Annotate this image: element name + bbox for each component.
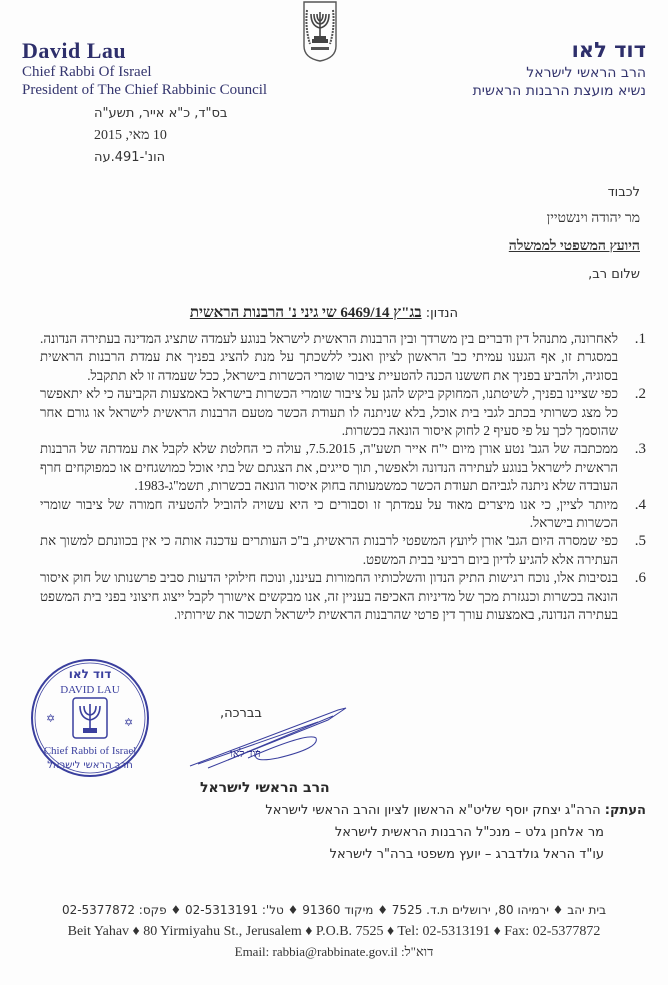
item-number: 3.: [634, 441, 646, 458]
item-text: ממכתבה של הגב' נטע אורן מיום י"ח אייר תשע"ה, 7.5.2015, עולה כי החלטת שלא לקבל את עמדתה של הרבנות הראשית לישראל בנוגע לעתירה הנדונה ולאפשר, תוך סייגים, את הצגתם של בתי אוכל כמושגחים או כמפוקחים חרף העובדה שלא ניתנה לגביהם תעודת הכשר כמשמעותה בחוק איסור הונאה בכשרות, תשמ"ג-1983.: [40, 441, 618, 494]
list-item: [40, 385, 646, 440]
cc-label: העתק:: [604, 803, 646, 818]
signature-scribble-icon: [188, 700, 358, 770]
svg-text:DAVID LAU: DAVID LAU: [60, 684, 120, 696]
svg-text:Chief Rabbi of Israel: Chief Rabbi of Israel: [43, 745, 137, 757]
closing-blessing: בברכה,: [220, 706, 262, 721]
item-text: כפי שמסרה היום הגב' אורן ליועץ המשפטי לרבנות הראשית, ב"כ העותרים עדכנה אותה כי אין בכוונתם למשוך את העתירה אלא להגיע לדיון ביום רביעי בבית המשפט.: [40, 533, 618, 567]
cc-recipient: עו"ד הראל גולדברג – יועץ משפטי ברה"ר לישראל: [329, 847, 604, 862]
list-item: [40, 440, 646, 495]
list-item: [40, 330, 646, 385]
letterhead-hebrew-council: נשיא מועצת הרבנות הראשית: [472, 83, 646, 99]
item-number: 2.: [634, 386, 646, 403]
salutation-prefix: לכבוד: [607, 185, 640, 200]
footer-email: Email: rabbia@rabbinate.gov.il :דוא"ל: [234, 944, 434, 959]
signature-name: דוד לאו: [230, 748, 261, 760]
signer-title: הרב הראשי לישראל: [200, 780, 330, 796]
item-text: לאחרונה, מתנהל דין ודברים בין משרדך ובין הרבנות הראשית לישראל בנוגע לעמדה שתציג המדינה בעתירה הנדונה. במסגרת זו, אף הגענו עמיתי כב' הראשון לציון ואנכי ללשכתך על מנת להציג בפניך את עמדת הרבנות הראשית בסוגיה, ולהביע בפניך את חששנו הכנה להטעיית ציבור שומרי הכשרות בישראל, ככל שעמדה זו לא תתקבל.: [40, 331, 618, 383]
cc-recipient: מר אלחנן גלט – מנכ"ל הרבנות הראשית לישראל: [334, 825, 604, 840]
footer-hebrew-address: בית יהב ♦ ירמיהו 80, ירושלים ת.ד. 7525 ♦ מיקוד 91360 ♦ טל': 02-5313191 ♦ פקס: 02-5377872: [61, 903, 607, 917]
item-number: 5.: [634, 533, 646, 550]
svg-text:✡: ✡: [46, 713, 56, 725]
gregorian-date: 10 מאי, 2015: [94, 128, 167, 143]
item-text: מיותר לציין, כי אנו מיצרים מאוד על עמדתך זו וסבורים כי היא עשויה להוביל להטעיה חמורה של ציבור שומרי הכשרות בישראל.: [40, 496, 618, 531]
svg-text:✡: ✡: [124, 717, 134, 729]
subject-text: בג"ץ 6469/14 שי גיני נ' הרבנות הראשית: [189, 305, 422, 321]
letterhead-hebrew-name: דוד לאו: [571, 38, 646, 62]
item-number: 1.: [634, 331, 646, 347]
svg-text:דוד לאו: דוד לאו: [68, 667, 112, 681]
item-number: 6.: [634, 570, 646, 587]
footer-english-address: Beit Yahav ♦ 80 Yirmiyahu St., Jerusalem ♦ P.O.B. 7525 ♦ Tel: 02-5313191 ♦ Fax: 02-5377872: [67, 924, 601, 939]
greeting: שלום רב,: [588, 267, 640, 282]
item-text: בנסיבות אלו, נוכח רגישות התיק הנדון והשלכותיו החמורות בעיננו, ונוכח חילוקי הדעות סביב פרשנותו של חוק איסור הונאה בכשרות וכנגזרת מכך של מדיניות האכיפה בעניין זה, אנו מבקשים אישורך לקבל ייצוג חיצוני בפני בית המשפט בעתירה הנדונה, באמצעות עורך דין פרטי שהרבנות הראשית לישראל תשכור את שירותיו.: [40, 570, 618, 623]
official-stamp-icon: [28, 656, 152, 780]
cc-recipient: הרה"ג יצחק יוסף שליט"א הראשון לציון והרב הראשי לישראל: [265, 803, 601, 818]
reference-number: הונ'-491.עה: [94, 150, 166, 165]
list-item: [40, 532, 646, 569]
state-emblem-icon: [302, 0, 338, 62]
letterhead-english-name: David Lau: [22, 38, 127, 63]
recipient-title: היועץ המשפטי לממשלה: [508, 239, 640, 254]
svg-text:חרב הראשי לישראל: חרב הראשי לישראל: [47, 760, 133, 771]
letterhead-hebrew-title: הרב הראשי לישראל: [526, 65, 646, 81]
letterhead-english-council: President of The Chief Rabbinic Council: [22, 82, 268, 98]
hebrew-date: בס"ד, כ"א אייר, תשע"ה: [94, 106, 228, 121]
subject-label: הנדון:: [425, 306, 458, 321]
cc-block: [265, 800, 646, 866]
list-item: [40, 569, 646, 624]
recipient-name: מר יהודה וינשטיין: [546, 211, 640, 226]
letterhead-english-title: Chief Rabbi Of Israel: [22, 64, 152, 80]
letter-body: [40, 330, 646, 625]
cc-line: [265, 800, 646, 822]
item-number: 4.: [634, 496, 646, 513]
item-text: כפי שציינו בפניך, לשיטתנו, המחוקק ביקש להגן על ציבור שומרי הכשרות בישראל באמצעות הקביעה כי לא יתאפשר כל מצג כשרותי בכתב לגבי בית אוכל, בלא שניתנה לו תעודת הכשר מטעם הרבנות הראשית לישראל או גורם אחר שהוסמך לכך על פי סעיף 2 לחוק איסור הונאה בכשרות.: [40, 386, 618, 439]
subject-line: [190, 305, 458, 322]
list-item: [40, 496, 646, 533]
